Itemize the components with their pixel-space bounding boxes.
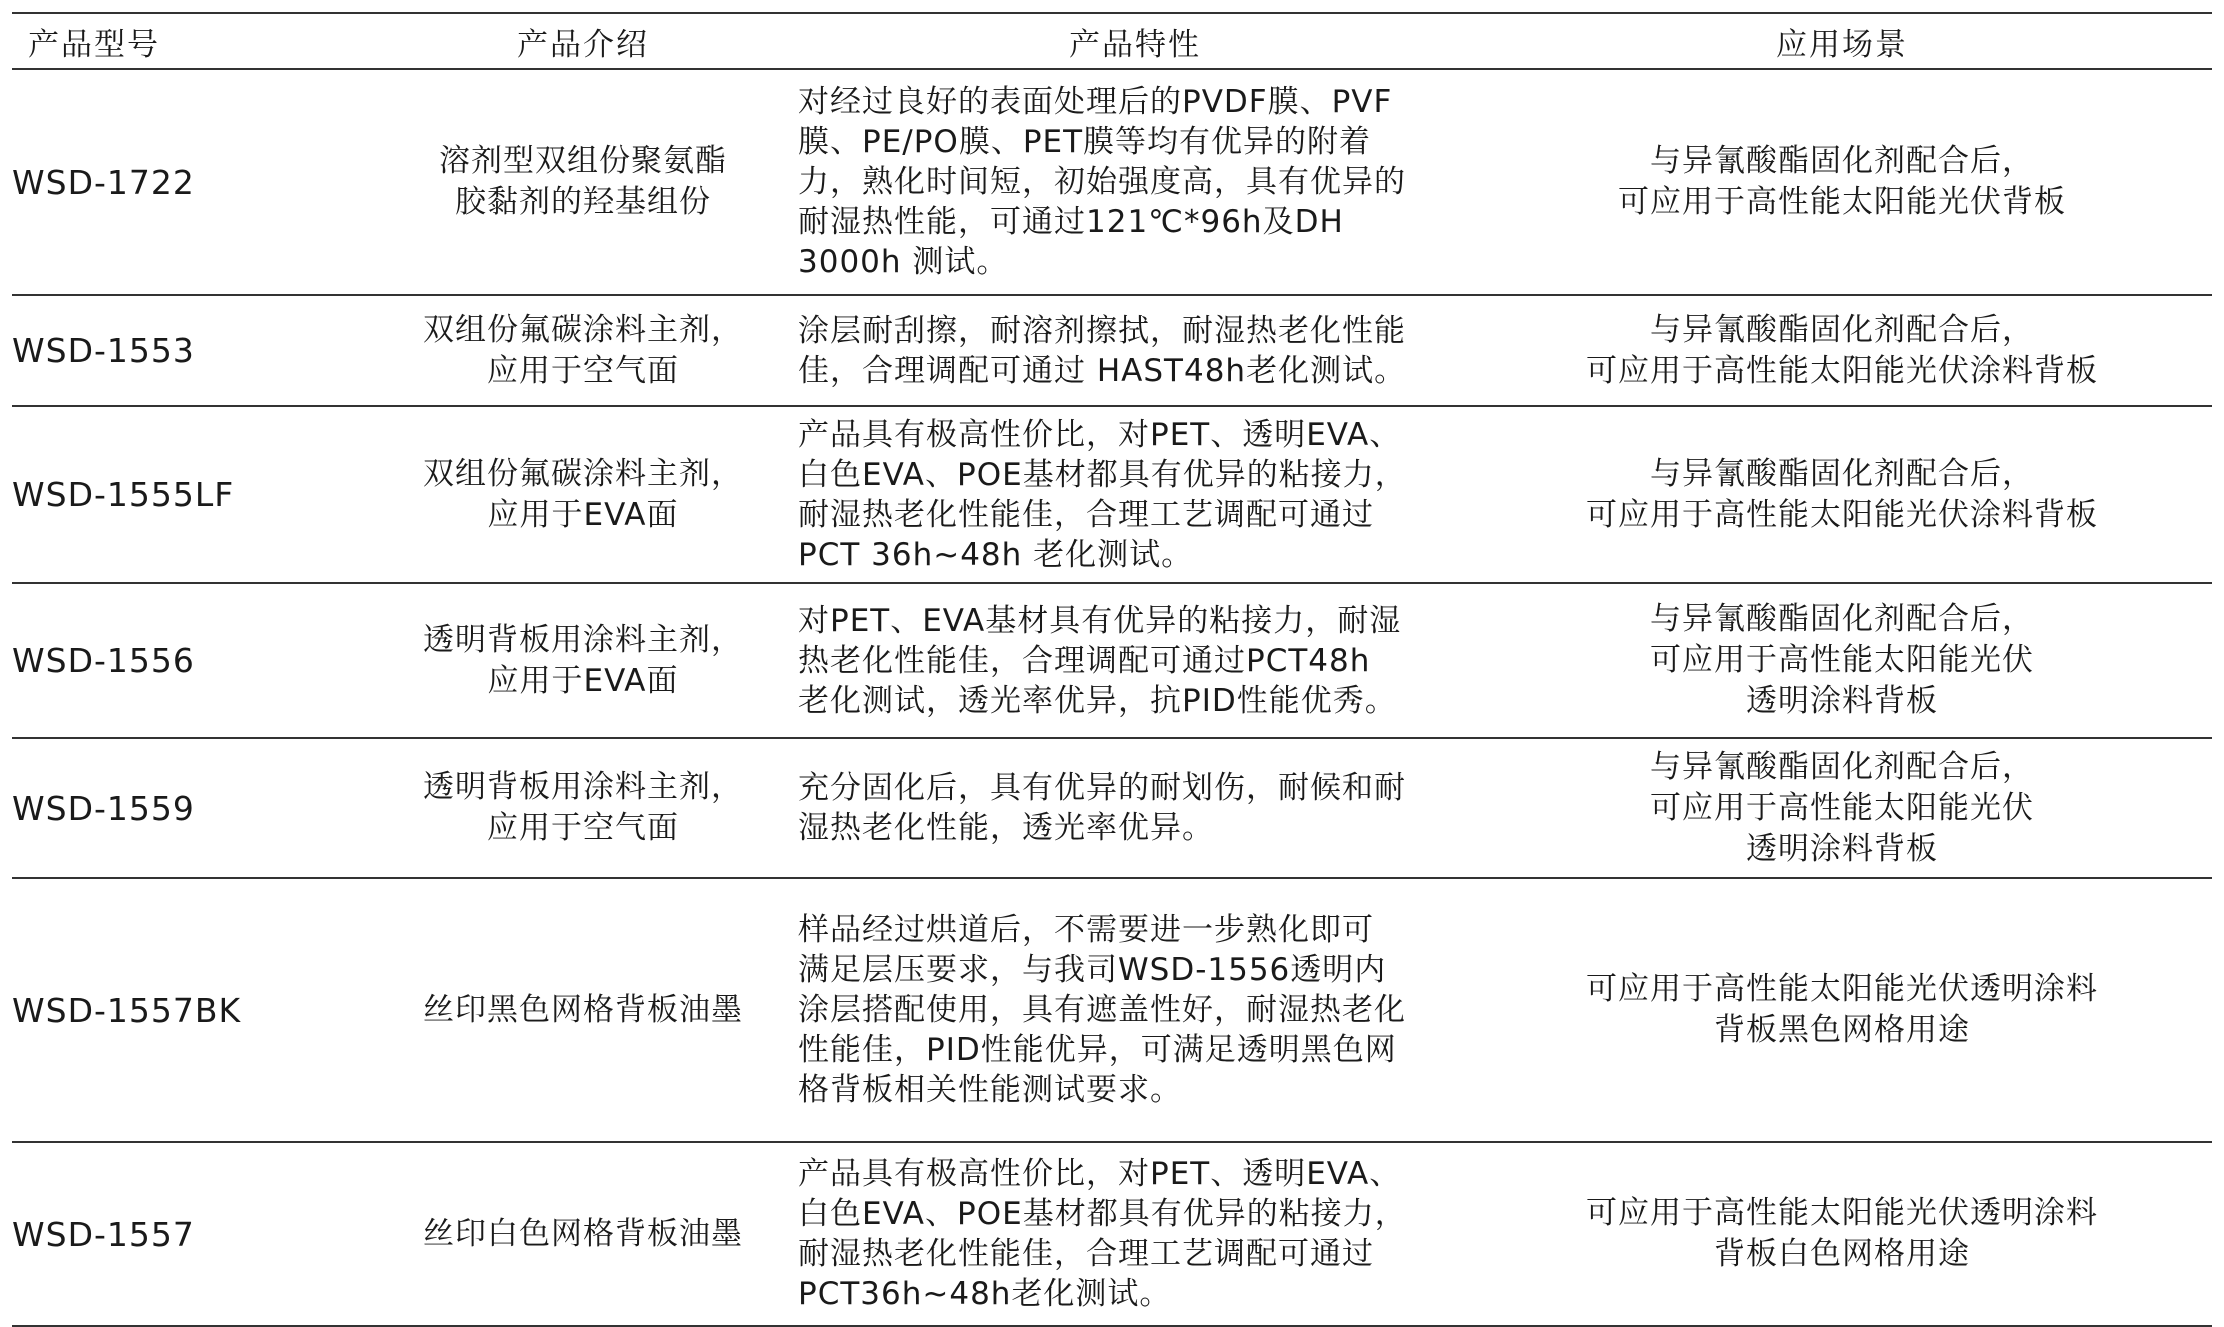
intro-text-line: 丝印黑色网格背板油墨: [423, 991, 743, 1028]
feature-text-line: 产品具有极高性价比，对PET、透明EVA、: [798, 416, 1402, 453]
table-row: [12, 69, 2212, 295]
application-scene-cell: [1472, 878, 2212, 1142]
scene-text-line: 可应用于高性能太阳能光伏背板: [1618, 184, 2066, 220]
feature-text-line: 耐湿热老化性能佳，合理工艺调配可通过: [798, 1236, 1374, 1272]
scene-text-line: 可应用于高性能太阳能光伏透明涂料: [1586, 1195, 2098, 1231]
product-feature-cell: [798, 295, 1472, 406]
application-scene-cell: [1472, 583, 2212, 738]
application-scene-cell: [1472, 406, 2212, 583]
product-model-cell: WSD-1555LF: [12, 475, 235, 514]
feature-text-line: 3000h 测试。: [798, 244, 1009, 280]
scene-text-line: 透明涂料背板: [1746, 683, 1938, 719]
table-header-row: [12, 13, 2212, 69]
feature-text-line: PCT 36h~48h 老化测试。: [798, 536, 1194, 573]
header-feature: 产品特性: [1069, 26, 1201, 63]
feature-text-line: 湿热老化性能，透光率优异。: [798, 810, 1214, 846]
table-row: [12, 295, 2212, 406]
feature-text-line: 力，熟化时间短，初始强度高，具有优异的: [798, 164, 1406, 200]
feature-text-line: 老化测试，透光率优异，抗PID性能优秀。: [798, 682, 1397, 719]
feature-text-line: 佳，合理调配可通过 HAST48h老化测试。: [798, 352, 1407, 389]
feature-text-line: 性能佳，PID性能优异，可满足透明黑色网: [798, 1032, 1397, 1068]
feature-text-line: 耐湿热老化性能佳，合理工艺调配可通过: [798, 496, 1374, 533]
header-intro: 产品介绍: [517, 26, 649, 63]
product-model-cell: WSD-1722: [12, 162, 195, 202]
product-intro-cell: [368, 878, 798, 1142]
scene-text-line: 可应用于高性能太阳能光伏涂料背板: [1586, 496, 2098, 533]
feature-text-line: 热老化性能佳，合理调配可通过PCT48h: [798, 642, 1371, 679]
product-feature-cell: [798, 69, 1472, 295]
scene-text-line: 可应用于高性能太阳能光伏: [1650, 642, 2034, 678]
scene-text-line: 与异氰酸酯固化剂配合后，: [1650, 601, 2034, 637]
feature-text-line: 充分固化后，具有优异的耐划伤，耐候和耐: [798, 770, 1406, 806]
intro-text-line: 胶黏剂的羟基组份: [455, 184, 711, 220]
product-spec-table: [12, 12, 2212, 1327]
feature-text-line: PCT36h~48h老化测试。: [798, 1276, 1172, 1312]
scene-text-line: 与异氰酸酯固化剂配合后，: [1650, 311, 2034, 348]
scene-text-line: 与异氰酸酯固化剂配合后，: [1650, 455, 2034, 492]
table-body: [12, 69, 2212, 1326]
product-feature-cell: [798, 878, 1472, 1142]
table-row: [12, 878, 2212, 1142]
product-feature-cell: [798, 583, 1472, 738]
feature-text-line: 格背板相关性能测试要求。: [798, 1072, 1182, 1108]
feature-text-line: 对PET、EVA基材具有优异的粘接力，耐湿: [798, 602, 1402, 639]
scene-text-line: 可应用于高性能太阳能光伏透明涂料: [1586, 971, 2098, 1007]
intro-text-line: 应用于空气面: [487, 352, 679, 389]
product-intro-cell: [368, 69, 798, 295]
table-row: [12, 738, 2212, 878]
table-row: [12, 583, 2212, 738]
product-model-cell: WSD-1556: [12, 641, 195, 680]
intro-text-line: 应用于空气面: [487, 810, 679, 846]
intro-text-line: 透明背板用涂料主剂，: [423, 621, 743, 658]
product-intro-cell: [368, 406, 798, 583]
product-model-cell: WSD-1559: [12, 788, 195, 828]
intro-text-line: 丝印白色网格背板油墨: [423, 1215, 743, 1252]
feature-text-line: 白色EVA、POE基材都具有优异的粘接力，: [798, 1196, 1407, 1232]
product-intro-cell: [368, 583, 798, 738]
application-scene-cell: [1472, 295, 2212, 406]
feature-text-line: 满足层压要求，与我司WSD-1556透明内: [798, 952, 1387, 988]
product-model-cell: WSD-1557: [12, 1214, 195, 1254]
feature-text-line: 膜、PE/PO膜、PET膜等均有优异的附着: [798, 124, 1372, 160]
scene-text-line: 与异氰酸酯固化剂配合后，: [1650, 748, 2034, 785]
intro-text-line: 溶剂型双组份聚氨酯: [439, 143, 727, 179]
product-feature-cell: [798, 738, 1472, 878]
scene-text-line: 与异氰酸酯固化剂配合后，: [1650, 143, 2034, 179]
intro-text-line: 双组份氟碳涂料主剂，: [423, 455, 743, 492]
feature-text-line: 产品具有极高性价比，对PET、透明EVA、: [798, 1156, 1402, 1192]
header-scene: 应用场景: [1776, 26, 1908, 63]
product-feature-cell: [798, 1142, 1472, 1326]
scene-text-line: 可应用于高性能太阳能光伏涂料背板: [1586, 352, 2098, 389]
feature-text-line: 涂层搭配使用，具有遮盖性好，耐湿热老化: [798, 992, 1406, 1028]
table-row: [12, 406, 2212, 583]
intro-text-line: 双组份氟碳涂料主剂，: [423, 311, 743, 348]
feature-text-line: 样品经过烘道后，不需要进一步熟化即可: [798, 912, 1374, 948]
intro-text-line: 应用于EVA面: [487, 496, 679, 533]
intro-text-line: 透明背板用涂料主剂，: [423, 769, 743, 805]
product-intro-cell: [368, 1142, 798, 1326]
table-row: [12, 1142, 2212, 1326]
scene-text-line: 透明涂料背板: [1746, 830, 1938, 867]
product-model-cell: WSD-1557BK: [12, 990, 242, 1030]
feature-text-line: 白色EVA、POE基材都具有优异的粘接力，: [798, 456, 1407, 493]
product-intro-cell: [368, 295, 798, 406]
feature-text-line: 对经过良好的表面处理后的PVDF膜、PVF: [798, 84, 1393, 120]
scene-text-line: 可应用于高性能太阳能光伏: [1650, 789, 2034, 826]
product-feature-cell: [798, 406, 1472, 583]
application-scene-cell: [1472, 1142, 2212, 1326]
application-scene-cell: [1472, 69, 2212, 295]
feature-text-line: 耐湿热性能，可通过121℃*96h及DH: [798, 204, 1344, 240]
product-intro-cell: [368, 738, 798, 878]
scene-text-line: 背板白色网格用途: [1714, 1236, 1970, 1272]
application-scene-cell: [1472, 738, 2212, 878]
header-model: 产品型号: [28, 26, 160, 63]
product-model-cell: WSD-1553: [12, 331, 195, 370]
feature-text-line: 涂层耐刮擦，耐溶剂擦拭，耐湿热老化性能: [798, 312, 1406, 349]
intro-text-line: 应用于EVA面: [487, 662, 679, 699]
scene-text-line: 背板黑色网格用途: [1714, 1012, 1970, 1048]
